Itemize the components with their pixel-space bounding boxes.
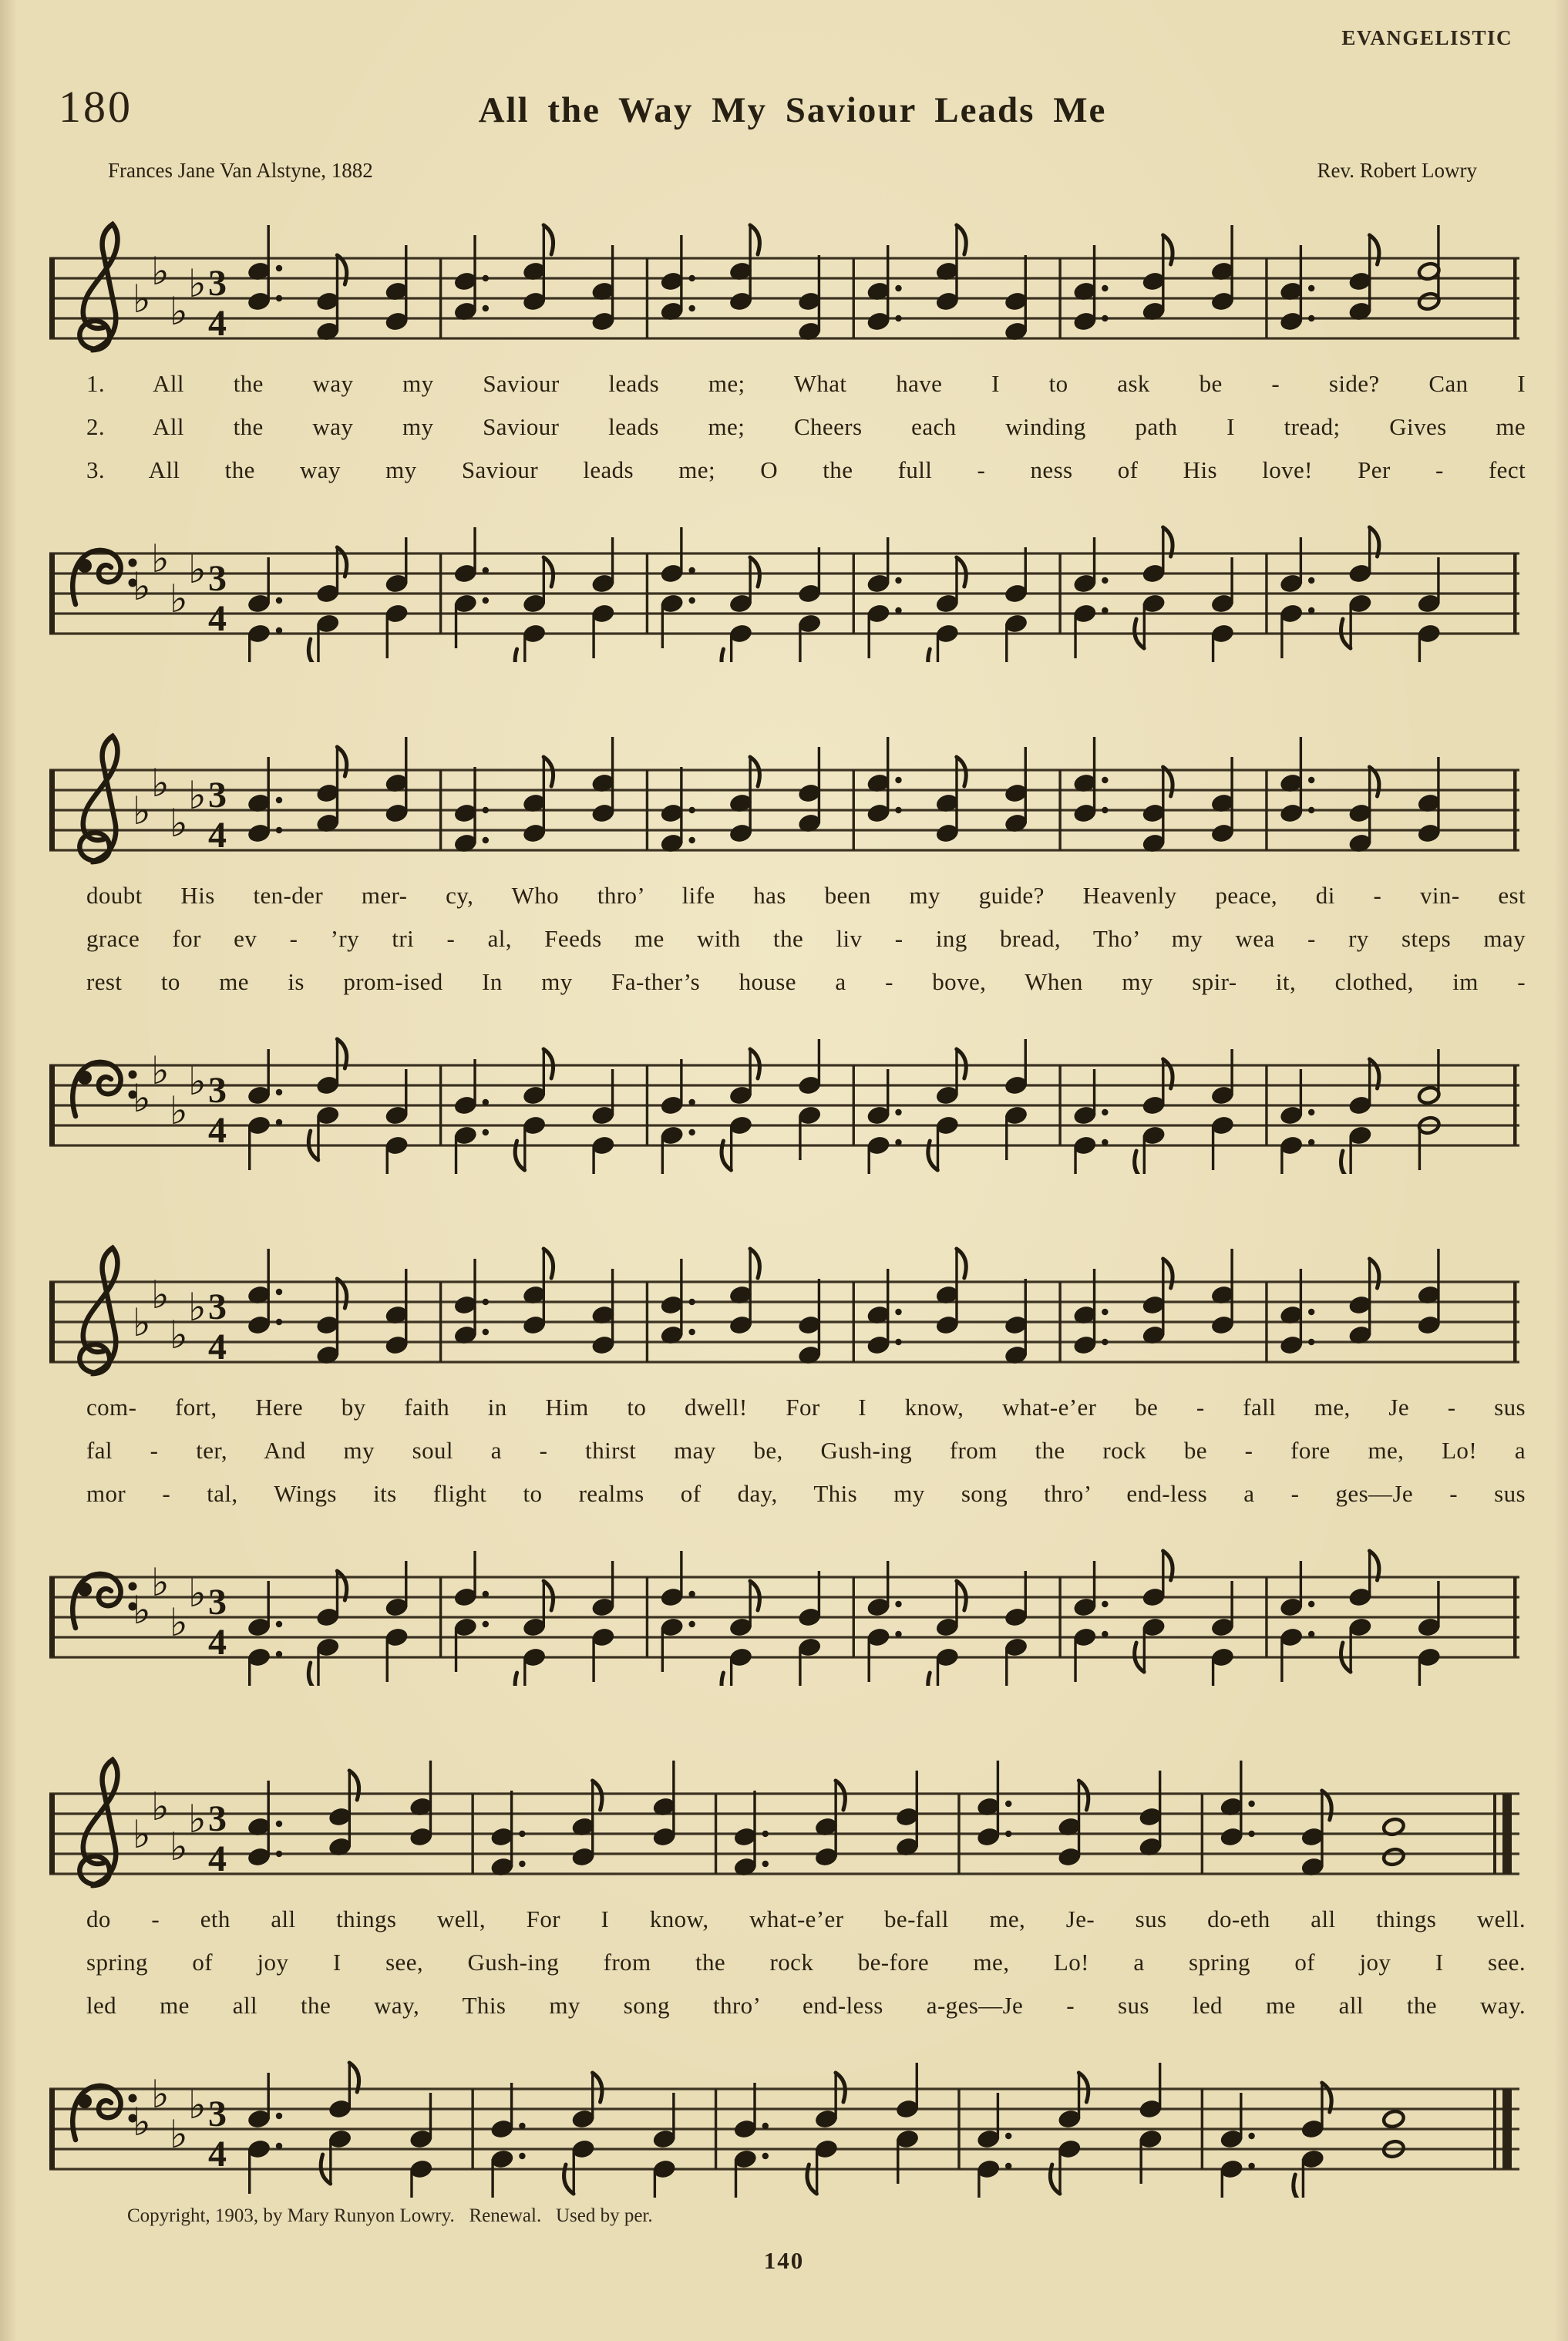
svg-text:♭: ♭ — [151, 1784, 170, 1829]
svg-text:♭: ♭ — [133, 564, 151, 609]
svg-text:♭: ♭ — [188, 261, 207, 306]
svg-text:♭: ♭ — [133, 1812, 151, 1857]
svg-text:4: 4 — [208, 1622, 227, 1663]
svg-text:♭: ♭ — [151, 1273, 170, 1317]
music-system-bass-3 — [46, 1520, 1523, 1686]
lyric-line-verse-3: 3. All the way my Saviour leads me; O the full - ness of His love! Per - fect — [86, 456, 1526, 483]
svg-text:4: 4 — [208, 303, 227, 345]
composer-credit: Rev. Robert Lowry — [1317, 159, 1477, 182]
title-row — [0, 81, 1568, 133]
lyric-line: fal - ter, And my soul a - thirst may be, Gush-ing from the rock be - fore me, Lo! a — [86, 1437, 1526, 1464]
music-system-treble-2 — [46, 713, 1523, 871]
svg-text:♭: ♭ — [151, 2072, 170, 2117]
page-title: All the Way My Saviour Leads Me — [478, 90, 1107, 130]
svg-text:4: 4 — [208, 1110, 227, 1152]
lyric-line: com- fort, Here by faith in Him to dwell! For I know, what-e’er be - fall me, Je - sus — [86, 1394, 1526, 1421]
svg-text:♭: ♭ — [133, 1076, 151, 1121]
svg-text:3: 3 — [208, 775, 227, 816]
svg-text:3: 3 — [208, 1582, 227, 1623]
lyric-line: led me all the way, This my song thro’ end-less a-ges—Je - sus led me all the way. — [86, 1992, 1526, 2019]
music-system-bass-1 — [46, 496, 1523, 662]
svg-text:♭: ♭ — [188, 1285, 207, 1330]
lyric-line: rest to me is prom-ised In my Fa-ther’s house a - bove, When my spir- it, clothed, im - — [86, 968, 1526, 995]
svg-text:3: 3 — [208, 2094, 227, 2135]
svg-text:♭: ♭ — [188, 1571, 207, 1616]
svg-text:4: 4 — [208, 815, 227, 856]
svg-text:♭: ♭ — [188, 773, 207, 818]
copyright-notice: Copyright, 1903, by Mary Runyon Lowry. Renewal. Used by per. — [127, 2205, 653, 2226]
lyric-line: grace for ev - ’ry tri - al, Feeds me with the liv - ing bread, Tho’ my wea - ry steps may — [86, 925, 1526, 952]
lyric-line: do - eth all things well, For I know, what-e’er be-fall me, Je- sus do-eth all things well. — [86, 1905, 1526, 1932]
lyricist-credit: Frances Jane Van Alstyne, 1882 — [108, 159, 373, 182]
svg-text:♭: ♭ — [170, 577, 188, 621]
svg-text:♭: ♭ — [133, 789, 151, 833]
svg-text:♭: ♭ — [170, 1313, 188, 1357]
svg-text:♭: ♭ — [133, 277, 151, 321]
svg-text:♭: ♭ — [170, 2112, 188, 2157]
svg-text:♭: ♭ — [133, 1300, 151, 1345]
svg-text:4: 4 — [208, 1327, 227, 1368]
lyric-line-verse-1: 1. All the way my Saviour leads me; What have I to ask be - side? Can I — [86, 370, 1526, 397]
svg-text:♭: ♭ — [133, 2100, 151, 2144]
svg-text:♭: ♭ — [151, 1560, 170, 1605]
svg-text:3: 3 — [208, 263, 227, 304]
lyric-line: doubt His ten-der mer- cy, Who thro’ life has been my guide? Heavenly peace, di - vin- est — [86, 882, 1526, 909]
music-system-treble-4 — [46, 1737, 1523, 1895]
music-system-treble-3 — [46, 1225, 1523, 1383]
lyric-block-2 — [0, 871, 1568, 1008]
music-system-treble-1 — [46, 201, 1523, 359]
svg-text:3: 3 — [208, 558, 227, 600]
svg-text:♭: ♭ — [151, 536, 170, 581]
svg-text:♭: ♭ — [188, 1059, 207, 1104]
lyric-block-4 — [0, 1895, 1568, 2032]
svg-text:♭: ♭ — [170, 1088, 188, 1133]
svg-text:4: 4 — [208, 1838, 227, 1880]
running-head: EVANGELISTIC — [1341, 26, 1512, 49]
music-system-bass-2 — [46, 1008, 1523, 1174]
svg-text:4: 4 — [208, 598, 227, 640]
svg-text:♭: ♭ — [170, 801, 188, 846]
svg-text:♭: ♭ — [188, 1797, 207, 1842]
svg-text:3: 3 — [208, 1287, 227, 1328]
svg-text:♭: ♭ — [188, 547, 207, 592]
svg-text:♭: ♭ — [151, 1048, 170, 1093]
svg-text:♭: ♭ — [151, 249, 170, 294]
svg-text:♭: ♭ — [170, 1825, 188, 1869]
svg-text:3: 3 — [208, 1070, 227, 1112]
hymn-number: 180 — [59, 82, 133, 132]
lyric-block-3 — [0, 1383, 1568, 1520]
svg-text:4: 4 — [208, 2134, 227, 2175]
svg-text:♭: ♭ — [170, 1600, 188, 1645]
music-system-bass-4 — [46, 2032, 1523, 2198]
svg-text:♭: ♭ — [151, 761, 170, 806]
svg-text:♭: ♭ — [133, 1588, 151, 1633]
svg-text:3: 3 — [208, 1798, 227, 1840]
lyric-line: spring of joy I see, Gush-ing from the rock be-fore me, Lo! a spring of joy I see. — [86, 1949, 1526, 1976]
svg-text:♭: ♭ — [170, 289, 188, 334]
lyric-line: mor - tal, Wings its flight to realms of day, This my song thro’ end-less a - ges—Je - sus — [86, 1480, 1526, 1507]
page-number: 140 — [763, 2247, 805, 2274]
lyric-line-verse-2: 2. All the way my Saviour leads me; Cheers each winding path I tread; Gives me — [86, 413, 1526, 440]
byline-row — [0, 159, 1568, 183]
verse-block — [0, 359, 1568, 496]
svg-text:♭: ♭ — [188, 2083, 207, 2127]
